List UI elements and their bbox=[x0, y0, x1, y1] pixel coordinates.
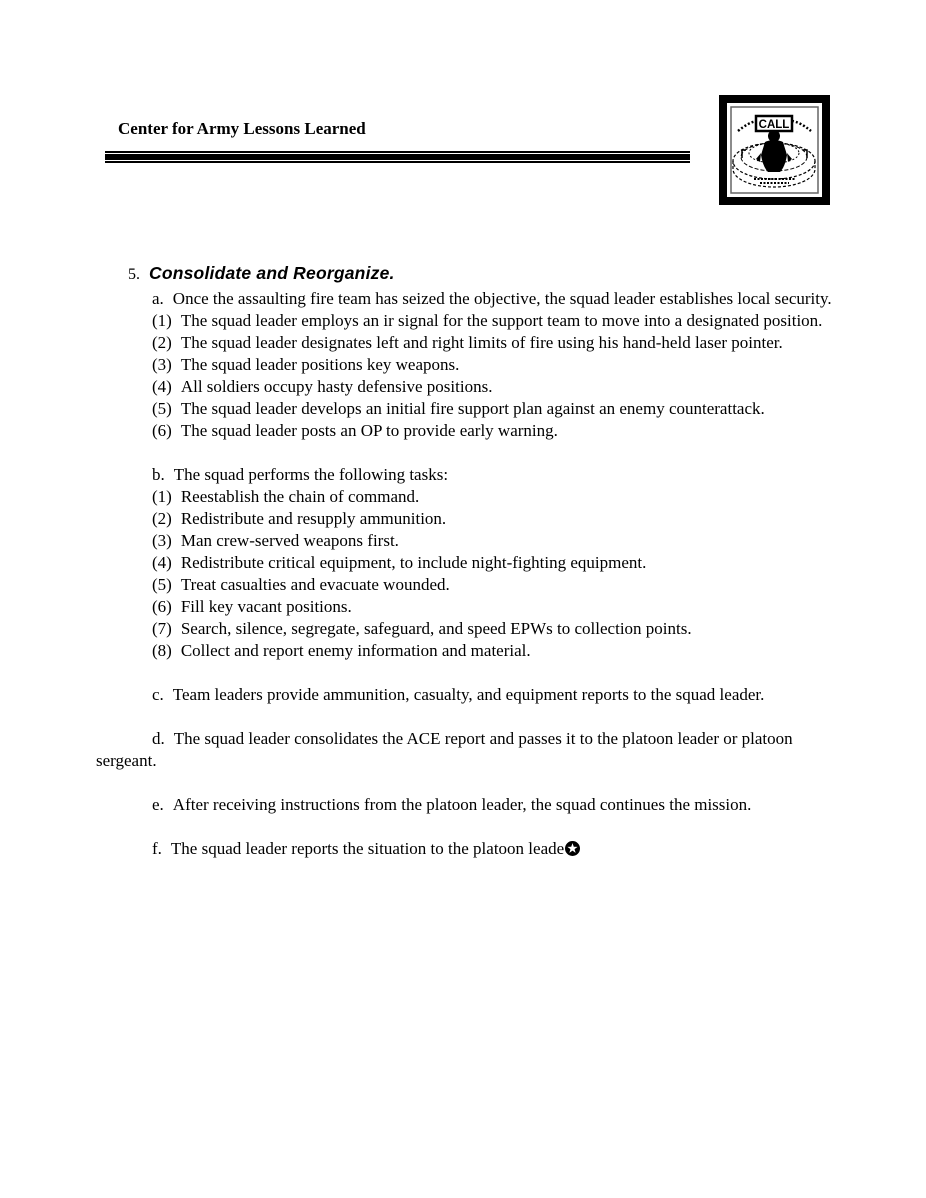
paragraph-a2: (2) The squad leader designates left and right limits of fire using his hand-held laser pointer. bbox=[152, 333, 783, 352]
call-logo bbox=[719, 95, 830, 205]
section-heading bbox=[96, 261, 846, 287]
header-title: Center for Army Lessons Learned bbox=[118, 119, 366, 138]
paragraph-f: f. The squad leader reports the situation to the platoon leade bbox=[96, 838, 846, 860]
paragraph-e: e. After receiving instructions from the platoon leader, the squad continues the mission. bbox=[152, 795, 752, 814]
section-title: Consolidate and Reorganize. bbox=[149, 263, 395, 283]
paragraph-a4: (4) All soldiers occupy hasty defensive positions. bbox=[152, 377, 493, 396]
document-body bbox=[96, 261, 846, 860]
paragraph-b2: (2) Redistribute and resupply ammunition. bbox=[152, 509, 447, 528]
paragraph-a: a. Once the assaulting fire team has seized the objective, the squad leader establishes local security. bbox=[152, 289, 832, 308]
paragraph-a6: (6) The squad leader posts an OP to provide early warning. bbox=[152, 421, 558, 440]
end-of-text-star-icon bbox=[565, 841, 580, 856]
paragraph-c: c. Team leaders provide ammunition, casualty, and equipment reports to the squad leader. bbox=[152, 685, 765, 704]
paragraph-a3: (3) The squad leader positions key weapons. bbox=[152, 355, 460, 374]
section-number: 5. bbox=[128, 266, 140, 283]
paragraph-d: d. The squad leader consolidates the ACE report and passes it to the platoon leader or platoon sergeant. bbox=[96, 729, 793, 770]
call-logo-banner-text: CALL bbox=[758, 119, 790, 131]
paragraph-b5: (5) Treat casualties and evacuate wounded. bbox=[152, 575, 450, 594]
paragraph-b6: (6) Fill key vacant positions. bbox=[152, 597, 352, 616]
paragraph-b4: (4) Redistribute critical equipment, to include night-fighting equipment. bbox=[152, 553, 647, 572]
header-divider bbox=[105, 151, 690, 163]
paragraph-a5: (5) The squad leader develops an initial fire support plan against an enemy counterattack. bbox=[152, 399, 765, 418]
paragraph-b8: (8) Collect and report enemy information and material. bbox=[152, 641, 531, 660]
paragraph-b: b. The squad performs the following tasks: bbox=[152, 465, 449, 484]
paragraph-b1: (1) Reestablish the chain of command. bbox=[152, 487, 420, 506]
paragraph-b3: (3) Man crew-served weapons first. bbox=[152, 531, 399, 550]
paragraph-b7: (7) Search, silence, segregate, safeguard, and speed EPWs to collection points. bbox=[152, 619, 692, 638]
paragraph-a1: (1) The squad leader employs an ir signal for the support team to move into a designated position. bbox=[152, 311, 823, 330]
